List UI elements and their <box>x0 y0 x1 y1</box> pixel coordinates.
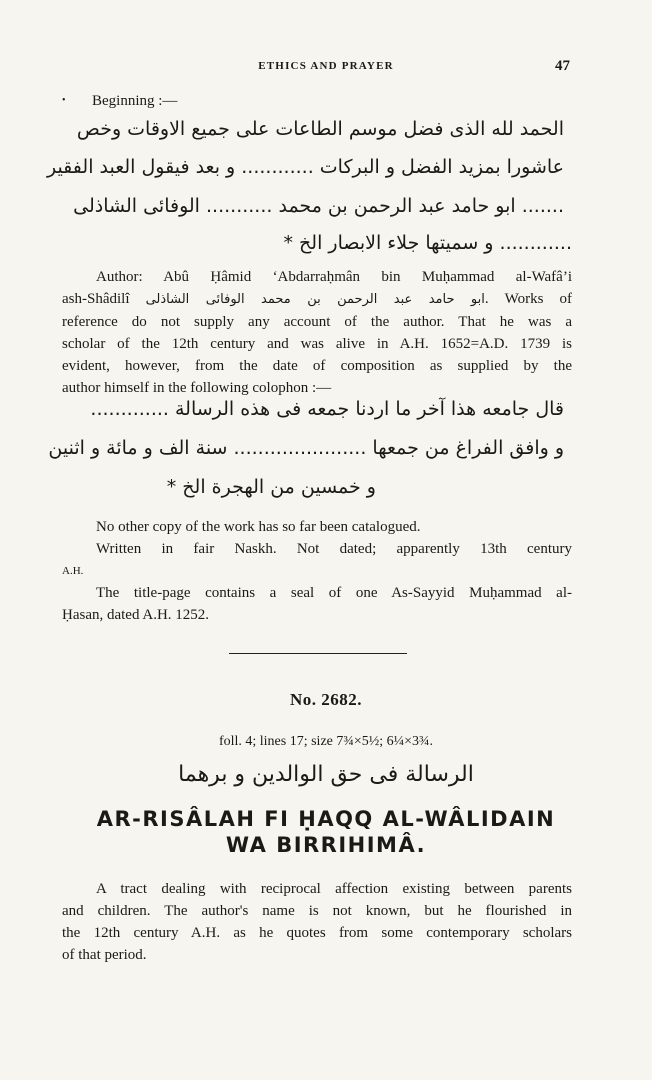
note-written: Written in fair Naskh. Not dated; apparently 13th century <box>96 541 572 557</box>
note-no-other-copy: No other copy of the work has so far been catalogued. <box>96 519 421 535</box>
author-paragraph <box>62 266 572 399</box>
notes-paragraph <box>62 516 572 626</box>
arabic-colophon-line-1: قال جامعه هذا آخر ما اردنا جمعه فى هذه الرسالة ............. <box>90 398 564 420</box>
arabic-opening-line-3: ....... ابو حامد عبد الرحمن بن محمد ........... الوفائى الشاذلى <box>73 195 564 217</box>
author-arabic-name: ابو حامد عبد الرحمن بن محمد الوفائى الشاذلى <box>145 292 485 307</box>
author-line-2-end: . Works of <box>484 291 572 307</box>
folio-description: foll. 4; lines 17; size 7¾×5½; 6¼×3¾. <box>218 734 434 749</box>
running-title: ETHICS AND PRAYER <box>258 60 394 72</box>
note-title-page: The title-page contains a seal of one As-Sayyid Muḥammad al- <box>96 585 572 601</box>
work-title-line-2: WA BIRRIHIMÂ. <box>225 833 427 857</box>
author-line-4: scholar of the 12th century and was alive in A.H. 1652=A.D. 1739 is <box>62 336 572 352</box>
page-number: 47 <box>555 58 570 74</box>
author-line-2 <box>62 288 572 311</box>
entry-number: No. 2682. <box>289 690 363 709</box>
arabic-colophon-line-2: و وافق الفراغ من جمعها ...................... سنة الف و مائة و اثنين <box>48 437 564 459</box>
description-line-2: and children. The author's name is not known, but he flourished in <box>62 903 572 919</box>
note-written-era: A.H. <box>62 565 84 577</box>
arabic-opening-line-4: ............ و سميتها جلاء الابصار الخ * <box>283 232 572 254</box>
beginning-label: Beginning :— <box>92 93 178 109</box>
arabic-opening-line-1: الحمد لله الذى فضل موسم الطاعات على جميع الاوقات وخص <box>76 118 564 140</box>
work-title <box>0 806 652 858</box>
author-line-5: evident, however, from the date of composition as supplied by the <box>62 358 572 374</box>
author-line-1: Author: Abû Ḥâmid ‘Abdarraḥmân bin Muḥammad al-Wafâ’i <box>96 269 572 285</box>
description-line-1: A tract dealing with reciprocal affection existing between parents <box>96 881 572 897</box>
arabic-work-title: الرسالة فى حق الوالدين و برهما <box>178 762 474 787</box>
section-divider <box>229 653 407 654</box>
arabic-colophon-line-3: و خمسين من الهجرة الخ * <box>166 476 376 498</box>
author-line-6: author himself in the following colophon :— <box>62 380 332 396</box>
description-line-4: of that period. <box>62 947 147 963</box>
work-title-line-1: AR-RISÂLAH FI ḤAQQ AL-WÂLIDAIN <box>96 807 556 831</box>
description-line-3: the 12th century A.H. as he quotes from some contemporary scholars <box>62 925 572 941</box>
author-line-3: reference do not supply any account of the author. That he was a <box>62 314 572 330</box>
arabic-opening-line-2: عاشورا بمزيد الفضل و البركات ............ و بعد فيقول العبد الفقير <box>46 156 564 178</box>
author-nisba: ash-Shâdilî <box>62 291 130 307</box>
note-seal-date: Ḥasan, dated A.H. 1252. <box>62 607 210 623</box>
description-paragraph <box>62 878 572 966</box>
bullet-mark: • <box>62 95 66 106</box>
